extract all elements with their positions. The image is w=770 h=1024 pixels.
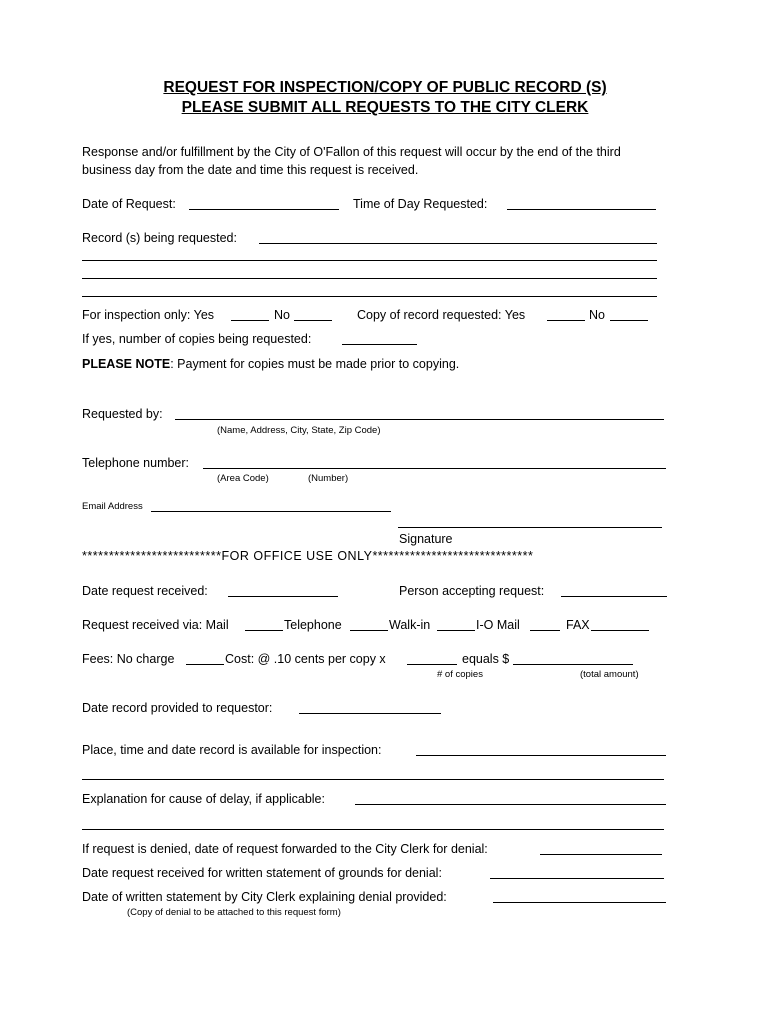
delay-explanation-field[interactable] bbox=[355, 804, 666, 805]
signature-label: Signature bbox=[399, 532, 453, 546]
banner-text: FOR OFFICE USE ONLY bbox=[221, 549, 373, 563]
received-telephone-label: Telephone bbox=[284, 618, 342, 632]
telephone-field[interactable] bbox=[203, 468, 666, 469]
received-mail-field[interactable] bbox=[245, 630, 283, 631]
num-copies-hint: # of copies bbox=[437, 669, 483, 680]
time-of-day-label: Time of Day Requested: bbox=[353, 197, 488, 211]
received-telephone-field[interactable] bbox=[350, 630, 388, 631]
banner-stars-right: ****************************** bbox=[372, 549, 534, 563]
records-requested-line-4[interactable] bbox=[82, 296, 657, 297]
email-field[interactable] bbox=[151, 511, 391, 512]
banner-stars-left: ************************** bbox=[82, 549, 222, 563]
inspection-no-field[interactable] bbox=[294, 320, 332, 321]
person-accepting-field[interactable] bbox=[561, 596, 667, 597]
num-copies-field[interactable] bbox=[342, 344, 417, 345]
note-text: : Payment for copies must be made prior to copying. bbox=[170, 357, 460, 371]
date-received-field[interactable] bbox=[228, 596, 338, 597]
date-provided-label: Date record provided to requestor: bbox=[82, 701, 273, 715]
statement-provided-field[interactable] bbox=[493, 902, 666, 903]
date-of-request-field[interactable] bbox=[189, 209, 339, 210]
area-code-hint: (Area Code) bbox=[217, 473, 269, 484]
copy-no-field[interactable] bbox=[610, 320, 648, 321]
records-requested-label: Record (s) being requested: bbox=[82, 231, 237, 245]
num-copies-label: If yes, number of copies being requested: bbox=[82, 332, 312, 346]
inspection-availability-line-2[interactable] bbox=[82, 779, 664, 780]
copy-attached-hint: (Copy of denial to be attached to this request form) bbox=[127, 907, 341, 918]
received-walk-in-field[interactable] bbox=[437, 630, 475, 631]
equals-label: equals $ bbox=[462, 652, 510, 666]
fees-no-charge-field[interactable] bbox=[186, 664, 224, 665]
statement-provided-label: Date of written statement by City Clerk explaining denial provided: bbox=[82, 890, 447, 904]
person-accepting-label: Person accepting request: bbox=[399, 584, 545, 598]
records-requested-field[interactable] bbox=[259, 243, 657, 244]
date-provided-field[interactable] bbox=[299, 713, 441, 714]
received-via-label: Request received via: Mail bbox=[82, 618, 229, 632]
received-io-mail-field[interactable] bbox=[530, 630, 560, 631]
requested-by-field[interactable] bbox=[175, 419, 664, 420]
requested-by-hint: (Name, Address, City, State, Zip Code) bbox=[217, 425, 381, 436]
inspection-only-label: For inspection only: Yes bbox=[82, 308, 215, 322]
written-statement-label: Date request received for written statement of grounds for denial: bbox=[82, 866, 442, 880]
number-hint: (Number) bbox=[308, 473, 349, 484]
received-fax-label: FAX bbox=[566, 618, 590, 632]
copies-count-field[interactable] bbox=[407, 664, 457, 665]
denial-forwarded-label: If request is denied, date of request forwarded to the City Clerk for denial: bbox=[82, 842, 488, 856]
signature-field[interactable] bbox=[398, 527, 662, 528]
copy-requested-label: Copy of record requested: Yes bbox=[357, 308, 526, 322]
intro-text-line-1: Response and/or fulfillment by the City of O'Fallon of this request will occur by the end of the third bbox=[82, 145, 621, 159]
form-title-line-1: REQUEST FOR INSPECTION/COPY OF PUBLIC RECORD (S) bbox=[163, 79, 607, 96]
records-requested-line-2[interactable] bbox=[82, 260, 657, 261]
copy-yes-field[interactable] bbox=[547, 320, 585, 321]
payment-note bbox=[82, 358, 459, 371]
inspection-yes-field[interactable] bbox=[231, 320, 269, 321]
date-of-request-label: Date of Request: bbox=[82, 197, 176, 211]
written-statement-field[interactable] bbox=[490, 878, 664, 879]
inspection-availability-label: Place, time and date record is available for inspection: bbox=[82, 743, 382, 757]
denial-forwarded-field[interactable] bbox=[540, 854, 662, 855]
date-received-label: Date request received: bbox=[82, 584, 208, 598]
cost-label: Cost: @ .10 cents per copy x bbox=[225, 652, 386, 666]
telephone-label: Telephone number: bbox=[82, 456, 190, 470]
copy-no-label: No bbox=[589, 308, 605, 322]
intro-text-line-2: business day from the date and time this request is received. bbox=[82, 163, 419, 177]
delay-explanation-label: Explanation for cause of delay, if applicable: bbox=[82, 792, 325, 806]
total-amount-field[interactable] bbox=[513, 664, 633, 665]
email-label: Email Address bbox=[82, 501, 143, 512]
inspection-availability-field[interactable] bbox=[416, 755, 666, 756]
total-amount-hint: (total amount) bbox=[580, 669, 639, 680]
form-title-line-2: PLEASE SUBMIT ALL REQUESTS TO THE CITY CLERK bbox=[181, 99, 589, 116]
fees-label: Fees: No charge bbox=[82, 652, 175, 666]
note-label: PLEASE NOTE bbox=[82, 357, 171, 371]
office-use-banner bbox=[82, 550, 533, 563]
delay-explanation-line-2[interactable] bbox=[82, 829, 664, 830]
requested-by-label: Requested by: bbox=[82, 407, 163, 421]
received-walk-in-label: Walk-in bbox=[389, 618, 431, 632]
received-fax-field[interactable] bbox=[591, 630, 649, 631]
inspection-no-label: No bbox=[274, 308, 290, 322]
records-requested-line-3[interactable] bbox=[82, 278, 657, 279]
received-io-mail-label: I-O Mail bbox=[476, 618, 520, 632]
time-of-day-field[interactable] bbox=[507, 209, 656, 210]
